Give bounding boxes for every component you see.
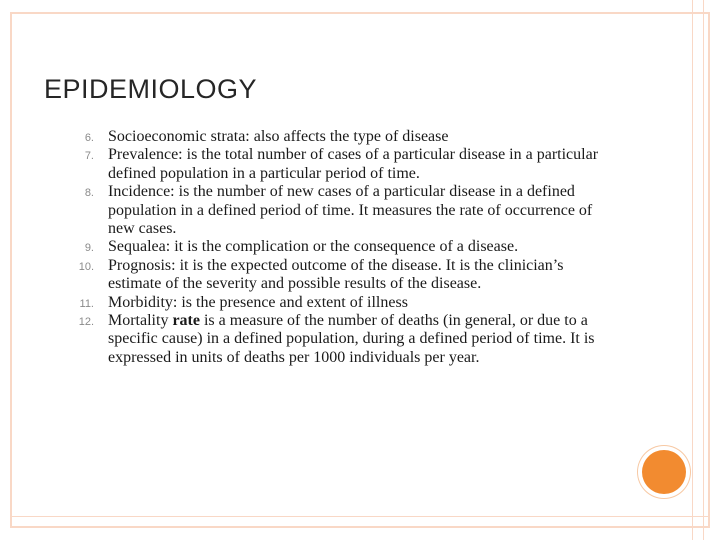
- list-item-number: 7.: [84, 150, 94, 163]
- list-item: [60, 146, 620, 183]
- orange-circle-decoration: [642, 450, 686, 494]
- list-item-text: Sequalea: it is the complication or the consequence of a disease.: [108, 238, 519, 256]
- list-item-number: 10.: [78, 260, 94, 273]
- slide-right-border-bar: [692, 0, 704, 540]
- slide-title: EPIDEMIOLOGY: [44, 74, 258, 104]
- list-item: [60, 312, 620, 367]
- list-item-text: Prognosis: it is the expected outcome of the disease. It is the clinician’s estimate of the severity and possible results of the disease.: [108, 256, 564, 293]
- list-item-text: Prevalence: is the total number of cases of a particular disease in a particular defined population in a particular period of time.: [108, 146, 599, 182]
- list-item: [60, 257, 620, 294]
- definitions-list: [60, 128, 620, 367]
- list-item-number: 6.: [84, 132, 94, 144]
- list-item-text: Socioeconomic strata: also affects the type of disease: [108, 128, 449, 145]
- list-item-number: 8.: [84, 187, 94, 200]
- list-item-number: 11.: [79, 297, 94, 310]
- list-item-text-before: Mortality: [108, 312, 173, 330]
- list-item: [60, 128, 620, 146]
- list-item: [60, 294, 620, 312]
- slide-bottom-border-line: [10, 516, 710, 517]
- list-item: [60, 183, 620, 238]
- list-item-number: 12.: [78, 316, 94, 329]
- list-item: [60, 238, 620, 256]
- list-item-text: Morbidity: is the presence and extent of illness: [108, 293, 408, 311]
- list-item-text: Incidence: is the number of new cases of a particular disease in a defined population in a defined period of time. It measures the rate of occurrence of new cases.: [108, 183, 593, 238]
- list-item-number: 9.: [84, 242, 94, 255]
- list-item-text-after: is a measure of the number of deaths (in general, or due to a specific cause) in a defined population, during a defined period of time. It is expressed in units of deaths per 1000 individuals per year.: [108, 312, 595, 366]
- list-item-bold-text: rate: [172, 312, 200, 330]
